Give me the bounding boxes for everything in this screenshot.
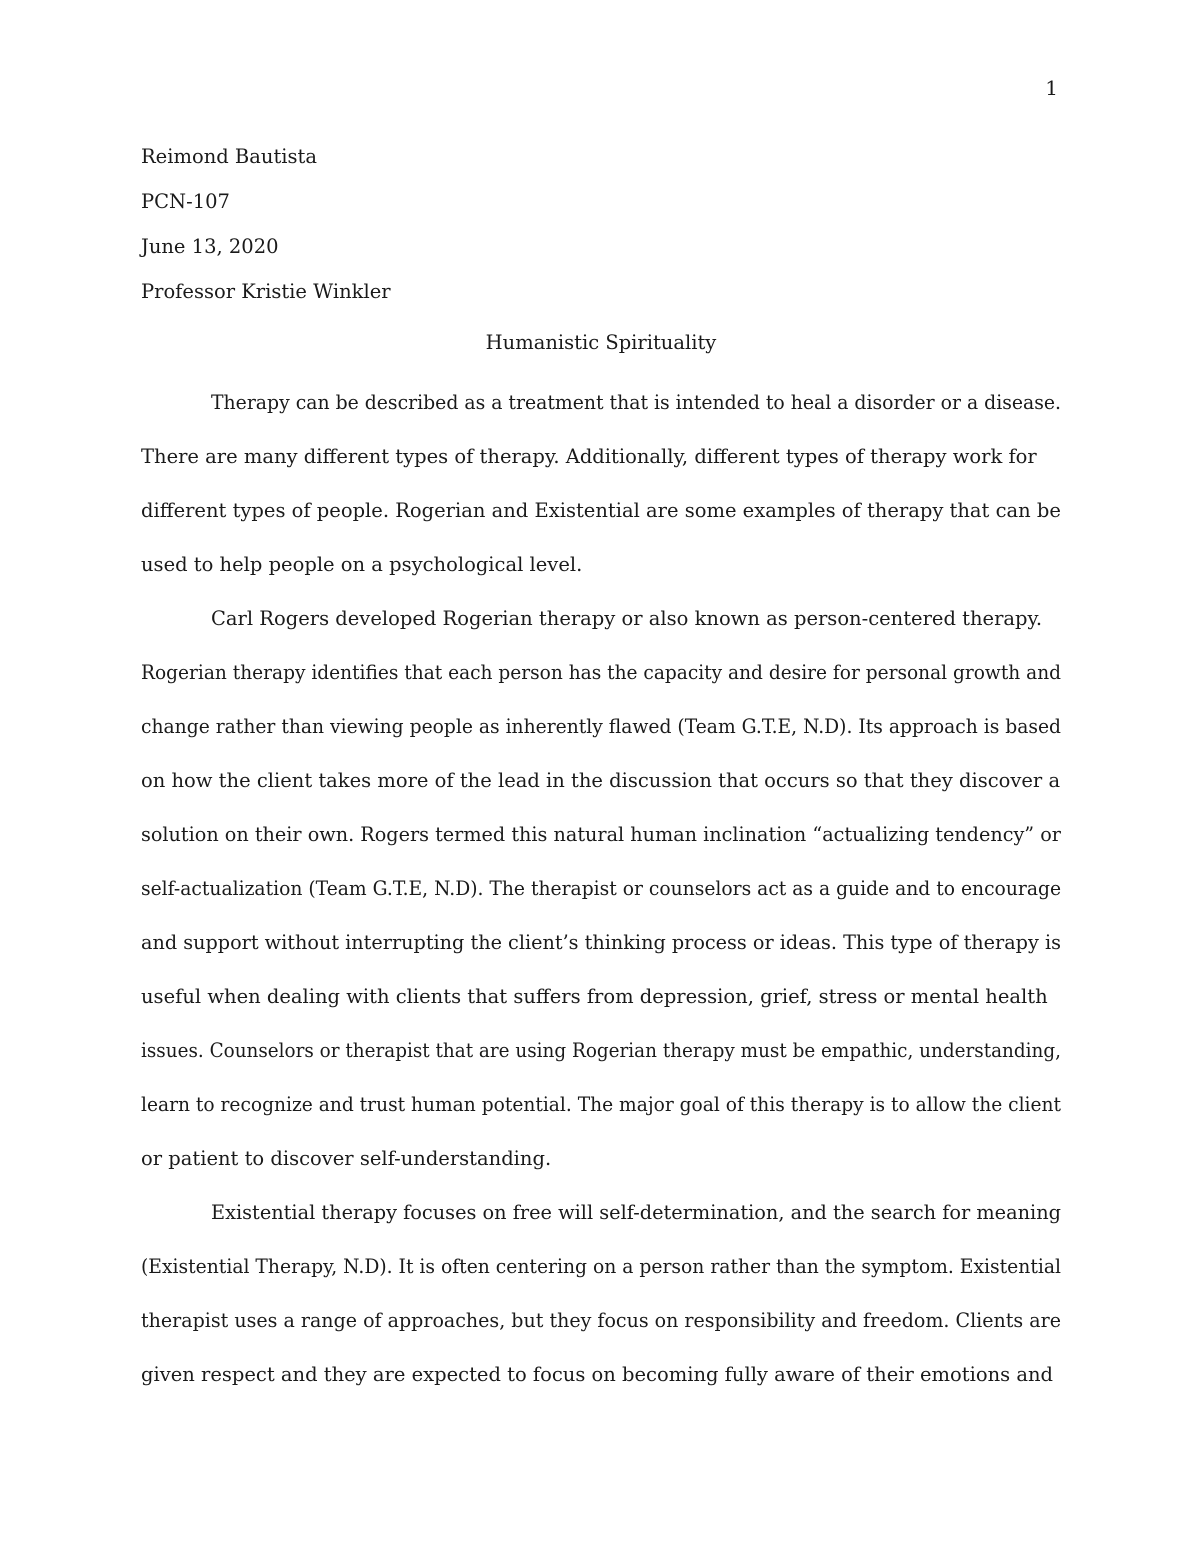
paragraph-1: [141, 376, 1061, 592]
author-name: Reimond Bautista: [141, 145, 317, 168]
professor-name: Professor Kristie Winkler: [141, 280, 391, 303]
document-body: [141, 143, 1061, 1402]
paragraph-line: change rather than viewing people as inherently flawed (Team G.T.E, N.D). Its approach is based: [141, 715, 1062, 738]
paragraph-line: Carl Rogers developed Rogerian therapy or also known as person-centered therapy.: [211, 607, 1043, 630]
paragraph-2: [141, 592, 1061, 1186]
paragraph-3: [141, 1186, 1061, 1402]
submission-date: June 13, 2020: [141, 235, 279, 258]
paragraph-line: issues. Counselors or therapist that are using Rogerian therapy must be empathic, understanding,: [141, 1039, 1061, 1062]
paragraph-line: used to help people on a psychological level.: [141, 553, 583, 576]
paragraph-line: Rogerian therapy identifies that each person has the capacity and desire for personal growth and: [141, 661, 1062, 684]
course-code: PCN-107: [141, 190, 230, 213]
paragraph-line: solution on their own. Rogers termed this natural human inclination “actualizing tendency” or: [141, 823, 1061, 846]
paragraph-line: (Existential Therapy, N.D). It is often centering on a person rather than the symptom. Existential: [141, 1255, 1061, 1278]
paragraph-line: therapist uses a range of approaches, but they focus on responsibility and freedom. Clients are: [141, 1309, 1061, 1332]
paragraph-line: There are many different types of therapy. Additionally, different types of therapy work for: [141, 445, 1037, 468]
paragraph-line: on how the client takes more of the lead in the discussion that occurs so that they discover a: [141, 769, 1061, 792]
paragraph-line: self-actualization (Team G.T.E, N.D). The therapist or counselors act as a guide and to encourage: [141, 877, 1062, 900]
paragraph-line: Therapy can be described as a treatment that is intended to heal a disorder or a disease.: [211, 391, 1062, 414]
paragraph-line: different types of people. Rogerian and Existential are some examples of therapy that can be: [141, 499, 1061, 522]
paragraph-line: given respect and they are expected to focus on becoming fully aware of their emotions and: [141, 1363, 1054, 1386]
paragraph-line: Existential therapy focuses on free will self-determination, and the search for meaning: [211, 1201, 1061, 1224]
paragraph-line: and support without interrupting the client’s thinking process or ideas. This type of therapy is: [141, 931, 1061, 954]
paragraph-line: useful when dealing with clients that suffers from depression, grief, stress or mental health: [141, 985, 1048, 1008]
paragraph-line: or patient to discover self-understanding.: [141, 1147, 552, 1170]
paragraph-line: learn to recognize and trust human potential. The major goal of this therapy is to allow the client: [141, 1093, 1062, 1116]
page-number: 1: [1045, 76, 1058, 100]
document-title: Humanistic Spirituality: [485, 331, 717, 354]
